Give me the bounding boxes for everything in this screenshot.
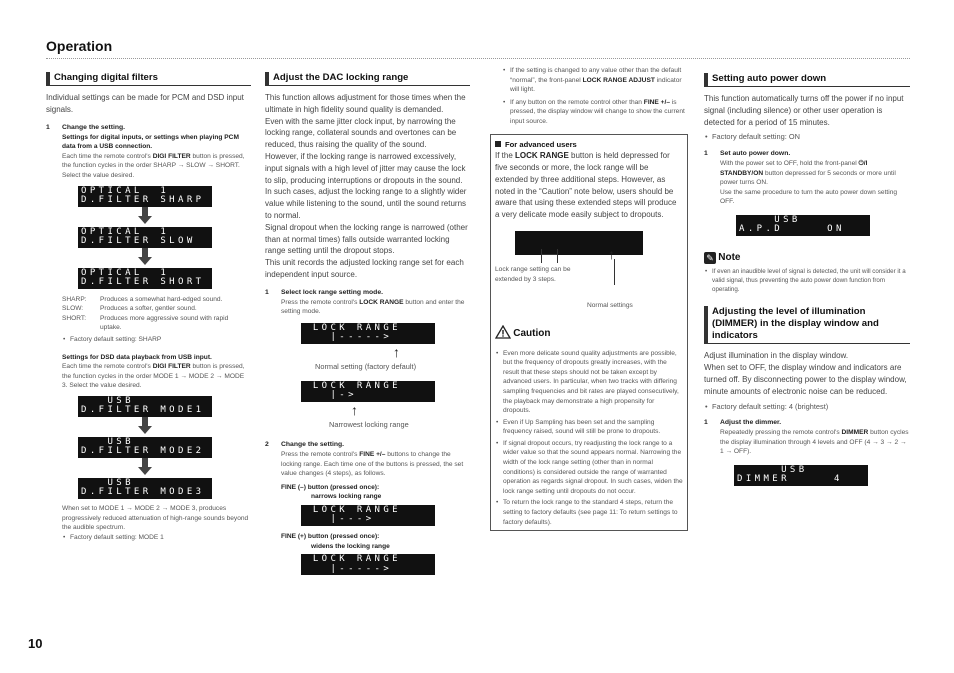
pointer-up-icon: ↑	[393, 343, 400, 360]
dimmer-intro-1: Adjust illumination in the display window.	[704, 351, 849, 361]
warning-triangle-icon	[495, 325, 511, 343]
extended-range-marker	[541, 249, 542, 263]
fine-minus-sub: narrows locking range	[311, 493, 382, 501]
pcm-heading: Settings for digital inputs, or settings when playing PCM data from a USB connection.	[62, 133, 239, 151]
step-1: 1 Set auto power down.	[704, 149, 791, 157]
step2-desc: Press the remote control's FINE +/– buttons to change the locking range. Each time one of the buttons is pressed, the set value changes (4 steps), as follows.	[281, 450, 464, 478]
lcd-display-mode2: USB D.FILTER MODE2	[78, 437, 212, 458]
step-1: 1 Select lock range setting mode.	[265, 288, 383, 296]
caption-narrow: Narrowest locking range	[329, 419, 409, 429]
dac-para-5: This unit records the adjusted locking range set for each independent input source.	[265, 258, 464, 279]
page-title: Operation	[46, 38, 113, 54]
default-setting-mode: • Factory default setting: MODE 1	[62, 533, 251, 543]
pointer-up-icon: ↑	[608, 245, 615, 262]
step-2: 2 Change the setting.	[265, 440, 345, 448]
note-pencil-icon: ✎	[704, 252, 716, 264]
lcd-display-mode3: USB D.FILTER MODE3	[78, 478, 212, 499]
note-item: • If even an inaudible level of signal is detected, the unit will consider it a valid signal, thus preventing the auto power down function from operating.	[704, 268, 910, 294]
arrow-down-icon	[138, 458, 251, 478]
lcd-display-short: OPTICAL 1 D.FILTER SHORT	[78, 268, 212, 289]
caution-item: • If signal dropout occurs, try readjusting the lock range to a wider value so that the sound appears normal. Narrowing the width of the lock range setting (other than in normal conditions) is considered outside the range of warranted operation as regards signal dropout. In such cases, widen the lock range setting until dropouts do not occur.	[495, 439, 683, 497]
arrow-down-icon	[138, 207, 251, 227]
default-setting-auto-power: • Factory default setting: ON	[704, 132, 910, 142]
step1-desc: Press the remote control's LOCK RANGE button and enter the setting mode.	[281, 298, 465, 316]
dac-para-4: Signal dropout when the locking range is narrowed (other than at normal times) falls outside warranted locking range setting until the dropout stops.	[265, 222, 468, 256]
section-heading-digital-filters: Changing digital filters	[46, 72, 251, 86]
lcd-display-blank	[515, 231, 643, 255]
square-bullet-icon	[495, 141, 501, 147]
caution-item: • Even if Up Sampling has been set and the sampling frequency raised, sound will still be prone to dropouts.	[495, 418, 683, 437]
advanced-users-box	[490, 134, 688, 532]
fine-plus-sub: widens the locking range	[311, 542, 390, 550]
pcm-desc: Each time the remote control's DIGI FILTER button is pressed, the function cycles in the order SHARP → SLOW → SHORT. Select the value desired.	[62, 152, 245, 179]
caution-item: • Even more delicate sound quality adjustments are possible, but the frequency of dropouts greatly increases, with the result that these steps should not be taken except by advanced users. In particular, when two tracks with differing sampling frequencies and bit rates are played consecutively, the playback may demonstrate a high propensity for dropouts.	[495, 349, 683, 416]
dsd-desc: Each time the remote control's DIGI FILTER button is pressed, the function cycles in the order MODE 1 → MODE 2 → MODE 3. Select the value desired.	[62, 363, 245, 390]
lcd-display-lock-narrow: LOCK RANGE |->	[301, 381, 435, 402]
step-1: 1 Adjust the dimmer.	[704, 419, 782, 427]
lcd-display-dimmer: USB DIMMER 4	[734, 465, 868, 486]
lcd-display-mode1: USB D.FILTER MODE1	[78, 396, 212, 417]
advanced-text: If the LOCK RANGE button is held depressed for five seconds or more, the lock range will be extended by three additional steps. However, as noted in the “Caution” note below, users should be aware that using these extended steps will produce a very delicate mode easily subject to dropouts.	[495, 151, 677, 220]
advanced-caption-1: Lock range setting can be extended by 3 steps.	[495, 265, 571, 283]
dac-para-3: However, if the locking range is narrowed excessively, input signals with a high level of jitter may cause the lock to slip, producing interruptions or dropouts in the sound. In such cases, adjust the locking range to a slightly wider value while listening to the sound, until the sound returns to normal.	[265, 151, 467, 220]
default-setting-filter: • Factory default setting: SHARP	[62, 335, 251, 345]
mode-note: When set to MODE 1 → MODE 2 → MODE 3, produces progressively reduced attenuation of high-range sounds beyond the audible spectrum.	[62, 504, 249, 532]
advanced-heading: For advanced users	[505, 139, 577, 149]
lcd-display-slow: OPTICAL 1 D.FILTER SLOW	[78, 227, 212, 248]
dimmer-step-desc: Repeatedly pressing the remote control's DIMMER button cycles the display illumination through 4 levels and OFF (4 → 3 → 2 → 1 → OFF).	[720, 429, 909, 456]
step1-desc: With the power set to OFF, hold the front-panel ⏻/I STANDBY/ON button depressed for 5 seconds or more until power turns ON.	[720, 159, 896, 187]
pointer-up-icon: ↑	[351, 401, 358, 418]
filter-definitions: SHARP: Produces a somewhat hard-edged sound. SLOW: Produces a softer, gentler sound. SHORT: Produces more aggressive sound with rapid uptake.	[62, 295, 229, 332]
power-icon: ⏻/I	[858, 159, 868, 167]
section-heading-dac-locking: Adjust the DAC locking range	[265, 72, 470, 86]
advanced-caption-2: Normal settings	[587, 301, 633, 309]
caution-item: • To return the lock range to the standard 4 steps, return the setting to factory defaults (see page 11: To return settings to factory defaults).	[495, 498, 683, 527]
step-1: 1 Change the setting.	[46, 123, 126, 131]
section-heading-auto-power: Setting auto power down	[704, 73, 910, 87]
dsd-heading: Settings for DSD data playback from USB input.	[62, 353, 212, 361]
default-setting-dimmer: • Factory default setting: 4 (brightest)	[704, 402, 910, 412]
note-heading: Note	[718, 252, 741, 264]
fine-minus-label: FINE (–) button (pressed once):	[281, 483, 380, 491]
lcd-display-sharp: OPTICAL 1 D.FILTER SHARP	[78, 186, 212, 207]
column-digital-filters	[46, 72, 251, 542]
arrow-down-icon	[138, 248, 251, 268]
page-number: 10	[28, 636, 43, 651]
title-divider	[46, 58, 910, 59]
step1-desc-2: Use the same procedure to turn the auto power down setting OFF.	[720, 188, 898, 206]
note-display-change: • If any button on the remote control other than FINE +/– is pressed, the display window will change to show the current input source.	[502, 98, 688, 127]
intro-text: Individual settings can be made for PCM and DSD input signals.	[46, 93, 244, 114]
lcd-display-lock-normal: LOCK RANGE |----->	[301, 323, 435, 344]
double-arrow-icon	[541, 254, 557, 255]
pointer-line	[614, 259, 615, 285]
dac-para-2: Even with the same jitter clock input, by narrowing the locking range, collateral sounds and overtones can be reduced, thus raising the quality of the sound.	[265, 116, 457, 150]
note-indicator: • If the setting is changed to any value other than the default “normal”, the front-panel LOCK RANGE ADJUST indicator will light.	[502, 66, 688, 95]
arrow-down-icon	[138, 417, 251, 437]
caption-normal: Normal setting (factory default)	[315, 361, 417, 371]
extended-range-marker	[557, 249, 558, 263]
column-dac-locking	[265, 72, 470, 575]
lcd-display-lock-plus: LOCK RANGE |----->	[301, 554, 435, 575]
section-heading-dimmer: Adjusting the level of illumination (DIMMER) in the display window and indicators	[704, 306, 910, 344]
fine-plus-label: FINE (+) button (pressed once):	[281, 532, 380, 540]
dimmer-intro-2: When set to OFF, the display window and indicators are turned off. By disconnecting power to the display window, minute amounts of electronic noise can be reduced.	[704, 363, 907, 396]
column-power-dimmer	[704, 73, 910, 486]
dac-para-1: This function allows adjustment for those times when the ultimate in high fidelity sound quality is demanded.	[265, 93, 466, 114]
auto-power-intro: This function automatically turns off the power if no input signal (including silence) or other user operation is detected for a period of 15 minutes.	[704, 94, 904, 127]
lcd-display-lock-minus: LOCK RANGE |--->	[301, 505, 435, 526]
column-lock-notes	[490, 66, 688, 531]
lcd-display-apd: USB A.P.D ON	[736, 215, 870, 236]
caution-heading: Caution	[513, 327, 551, 339]
